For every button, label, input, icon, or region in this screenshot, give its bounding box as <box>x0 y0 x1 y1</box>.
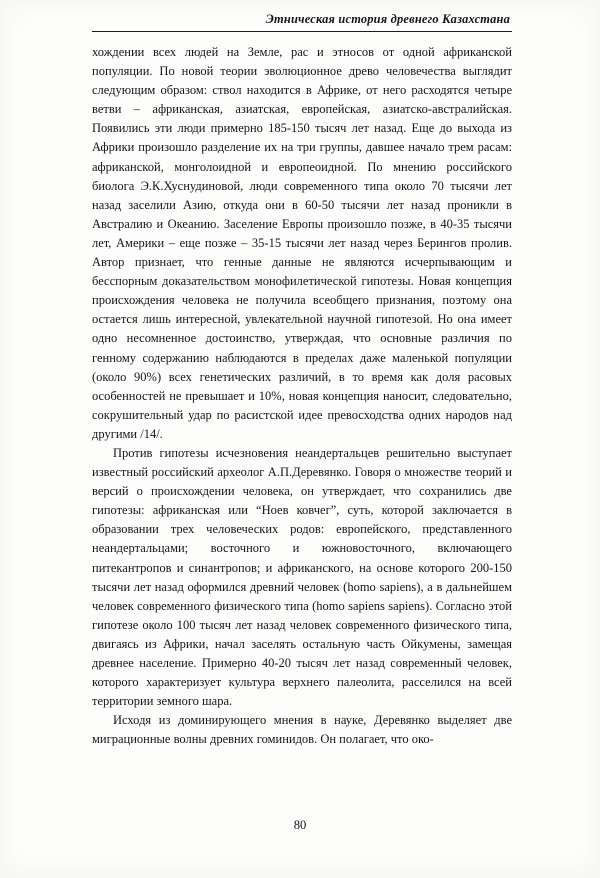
running-head: Этническая история древнего Казахстана <box>265 12 510 26</box>
page-content-area <box>92 12 512 749</box>
paragraph-3: Исходя из доминирующего мнения в науке, Деревянко выделяет две миграционные волны древних гоминидов. Он полагает, что око- <box>92 713 512 747</box>
page-number: 80 <box>293 818 307 832</box>
paragraph-2: Против гипотезы исчезновения неандертальцев решительно выступает известный российский археолог А.П.Деревянко. Говоря о множестве теорий и версий о происхождении человека, он утверждает, что сохранились две гипотезы: африканская или “Ноев ковчег”, суть, которой заключается в образовании трех человеческих родов: европейского, представленного неандертальцами; восточного и южновосточного, включающего питекантропов и синантропов; и африканского, на основе которого 200-150 тысячи лет назад оформился древний человек (homo sapiens), а в дальнейшем человек современного физического типа (homo sapiens sapiens). Согласно этой гипотезе около 100 тысяч лет назад человек современного физического типа, двигаясь из Африки, начал заселять остальную часть Ойкумены, замещая древнее население. Примерно 40-20 тысяч лет назад современный человек, которого характеризует культура верхнего палеолита, расселился на всей территории земного шара. <box>92 445 512 709</box>
header-rule <box>92 31 512 32</box>
body-text <box>92 43 512 749</box>
paragraph-1: хождении всех людей на Земле, рас и этносов от одной африканской популяции. По новой теории эволюционное древо человечества выглядит следующим образом: ствол находится в Африке, от него расходятся четыре ветви – африканская, азиатская, европейская, азиатско-австралийская. Появились эти люди примерно 185-150 тысяч лет назад. Еще до выхода из Африки произошло разделение их на три группы, давшее начало трем расам: африканской, монголоидной и европеоидной. По мнению российского биолога Э.К.Хуснудиновой, люди современного типа около 70 тысячи лет назад заселили Азию, откуда они в 60-50 тысячи лет назад проникли в Австралию и Океанию. Заселение Европы произошло позже, в 40-35 тысячи лет, Америки – еще позже – 35-15 тысячи лет назад через Берингов пролив. Автор признает, что генные данные не являются исчерпывающим и бесспорным доказательством монофилетической гипотезы. Новая концепция происхождения человека не получила всеобщего признания, поэтому она остается лишь интересной, увлекательной научной гипотезой. Но она имеет одно несомненное достоинство, утверждая, что основные различия по генному содержанию наблюдаются в пределах даже маленькой популяции (около 90%) всех генетических различий, в то время как доля расовых особенностей не превышает и 10%, новая концепция наносит, следовательно, сокрушительный удар по расистской идее превосходства одних народов над другими /14/. <box>92 45 512 441</box>
